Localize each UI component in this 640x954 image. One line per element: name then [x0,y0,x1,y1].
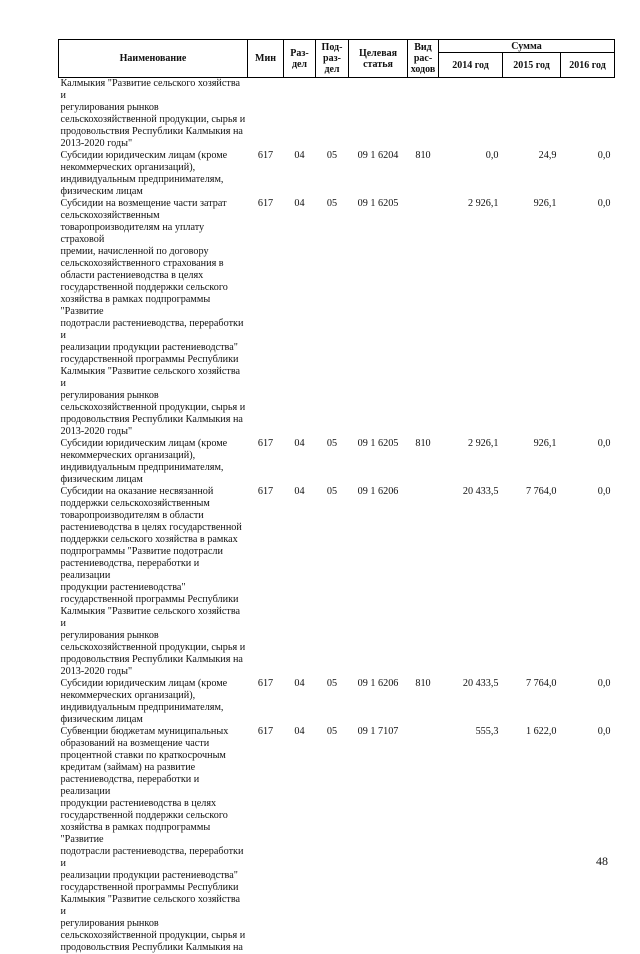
header-year-2016: 2016 год [561,53,615,78]
header-vid: Вид рас- ходов [408,40,439,78]
row-sum-2015: 7 764,0 [525,678,557,689]
table-row [59,198,615,438]
header-sum: Сумма [439,40,615,53]
row-min: 617 [257,486,274,497]
row-vid: 810 [415,150,431,161]
row-sum-2014: 20 433,5 [462,486,499,497]
row-podrazdel: 05 [326,726,338,737]
row-razdel: 04 [294,198,305,209]
row-vid [408,78,439,151]
row-target: 09 1 6205 [357,438,399,449]
header-min: Мин [248,40,284,78]
row-min: 617 [257,198,274,209]
row-sum-2016: 0,0 [597,150,611,161]
row-name: Калмыкия "Развитие сельского хозяйства и регулирования рынков сельскохозяйственной продукции, сырья и продовольствия Республики Калмыкия на 2013-2020 годы" [60,78,246,149]
row-sum-2016: 0,0 [597,438,611,449]
row-podrazdel: 05 [326,198,338,209]
row-sum-2015: 926,1 [533,438,557,449]
row-target: 09 1 6205 [357,198,399,209]
row-name: Субсидии юридическим лицам (кроме некоммерческих организаций), индивидуальным предпринимателям, физическим лицам [60,438,228,485]
row-sum-2016: 0,0 [597,486,611,497]
table-row [59,78,615,151]
header-year-2014: 2014 год [439,53,503,78]
row-vid: 810 [415,678,431,689]
row-target: 09 1 6206 [357,678,399,689]
row-target: 09 1 6206 [357,486,399,497]
row-min: 617 [257,726,274,737]
row-sum-2016: 0,0 [597,726,611,737]
row-razdel: 04 [294,726,305,737]
row-razdel: 04 [294,486,305,497]
row-target: 09 1 6204 [357,150,399,161]
row-podrazdel: 05 [326,150,338,161]
row-podrazdel [316,78,349,151]
header-year-2015: 2015 год [503,53,561,78]
row-sum-2015 [503,78,561,151]
row-sum-2016: 0,0 [597,678,611,689]
row-target: 09 1 7107 [357,726,399,737]
row-razdel: 04 [294,438,305,449]
row-sum-2014 [439,78,503,151]
row-name: Субсидии юридическим лицам (кроме некоммерческих организаций), индивидуальным предпринимателям, физическим лицам [60,678,228,725]
row-sum-2015: 24,9 [538,150,557,161]
row-sum-2016 [561,78,615,151]
header-name: Наименование [59,40,248,78]
row-sum-2014: 20 433,5 [462,678,499,689]
table-row [59,150,615,198]
row-sum-2014: 0,0 [485,150,499,161]
header-podrazdel: Под- раз- дел [316,40,349,78]
row-min: 617 [257,678,274,689]
row-vid [408,198,439,438]
row-name: Субсидии на оказание несвязанной поддержки сельскохозяйственным товаропроизводителям в области растениеводства в целях государственной поддержки сельского хозяйства в рамках подпрограммы "Развитие подотрасли растениеводства, переработки и реализации продукции растениеводства" государственной программы Республики Калмыкия "Развитие сельского хозяйства и регулирования рынков сельскохозяйственной продукции, сырья и продовольствия Республики Калмыкия на 2013-2020 годы" [60,486,246,677]
row-sum-2015: 1 622,0 [525,726,557,737]
row-sum-2015: 926,1 [533,198,557,209]
row-name: Субсидии на возмещение части затрат сельскохозяйственным товаропроизводителям на уплату страховой премии, начисленной по договору сельскохозяйственного страхования в области растениеводства в целях государственной поддержки сельского хозяйства в рамках подпрограммы "Развитие подотрасли растениеводства, переработки и реализации продукции растениеводства" государственной программы Республики Калмыкия "Развитие сельского хозяйства и регулирования рынков сельскохозяйственной продукции, сырья и продовольствия Республики Калмыкия на 2013-2020 годы" [60,198,246,437]
row-razdel: 04 [294,150,305,161]
budget-table [58,39,615,954]
row-name: Субсидии юридическим лицам (кроме некоммерческих организаций), индивидуальным предпринимателям, физическим лицам [60,150,228,197]
table-row [59,486,615,678]
row-vid [408,726,439,954]
row-name: Субвенции бюджетам муниципальных образований на возмещение части процентной ставки по краткосрочным кредитам (займам) на развитие растениеводства, переработки и реализации продукции растениеводства в целях государственной поддержки сельского хозяйства в рамках подпрограммы "Развитие подотрасли растениеводства, переработки и реализации продукции растениеводства" государственной программы Республики Калмыкия "Развитие сельского хозяйства и регулирования рынков сельскохозяйственной продукции, сырья и продовольствия Республики Калмыкия на [60,726,246,953]
row-podrazdel: 05 [326,486,338,497]
row-razdel: 04 [294,678,305,689]
header-razdel: Раз- дел [284,40,316,78]
row-vid: 810 [415,438,431,449]
row-sum-2014: 2 926,1 [467,198,499,209]
row-min [248,78,284,151]
row-razdel [284,78,316,151]
row-sum-2014: 555,3 [475,726,499,737]
page-number: 48 [596,854,608,868]
table-row [59,678,615,726]
row-podrazdel: 05 [326,678,338,689]
row-sum-2014: 2 926,1 [467,438,499,449]
row-vid [408,486,439,678]
row-target [349,78,408,151]
row-min: 617 [257,150,274,161]
row-min: 617 [257,438,274,449]
table-row [59,726,615,954]
row-sum-2016: 0,0 [597,198,611,209]
header-target: Целевая статья [349,40,408,78]
row-sum-2015: 7 764,0 [525,486,557,497]
row-podrazdel: 05 [326,438,338,449]
table-row [59,438,615,486]
